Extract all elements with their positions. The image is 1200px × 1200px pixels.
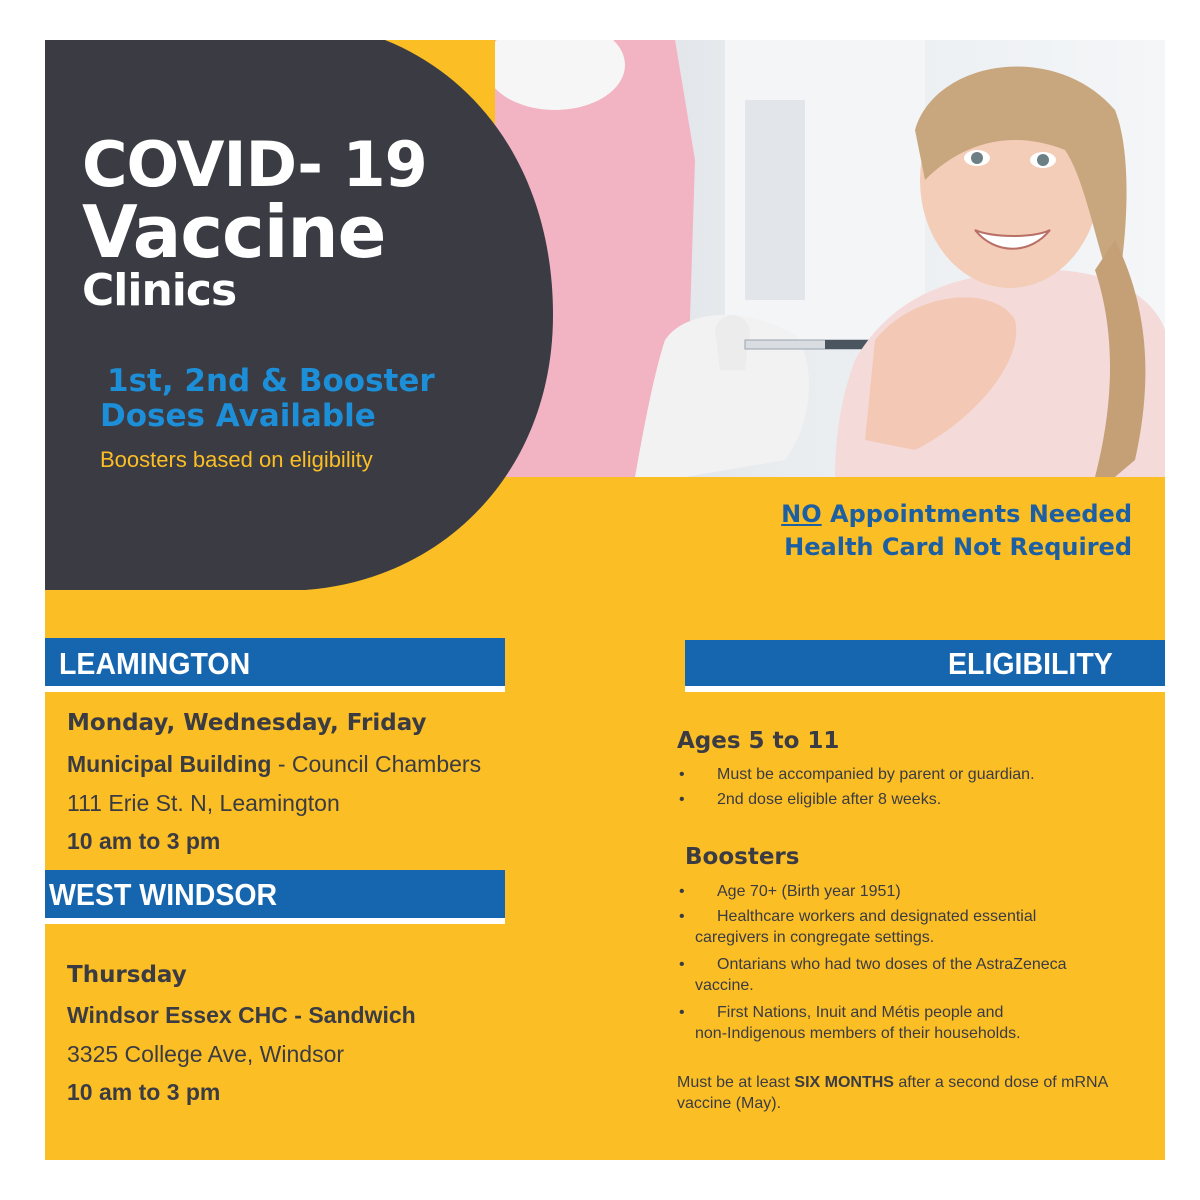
ages-item-1 — [679, 764, 1149, 785]
boosters-note: Boosters based on eligibility — [100, 447, 373, 472]
eligibility-header-bar — [685, 640, 1165, 692]
leamington-heading: LEAMINGTON — [59, 646, 251, 681]
ages-5-11-heading: Ages 5 to 11 — [677, 728, 840, 754]
boosters-item-3 — [679, 954, 1149, 996]
note-post: after a second dose of mRNA vaccine (May). — [677, 1074, 1108, 1112]
ages-item-1-text: Must be accompanied by parent or guardian. — [717, 766, 1035, 783]
bullet-dot-icon: • — [679, 791, 685, 808]
leamington-venue-room: - Council Chambers — [271, 751, 482, 777]
boosters-heading: Boosters — [685, 844, 800, 870]
boosters-item-4 — [679, 1002, 1149, 1044]
no-emphasis: NO — [781, 500, 822, 528]
no-appointments-rest: Appointments Needed — [821, 500, 1132, 528]
note-pre: Must be at least — [677, 1074, 795, 1091]
leamington-days: Monday, Wednesday, Friday — [67, 710, 427, 736]
boosters-item-4-text: First Nations, Inuit and Métis people and — [717, 1004, 1004, 1021]
leamington-venue — [67, 751, 481, 778]
boosters-item-1-text: Age 70+ (Birth year 1951) — [717, 883, 901, 900]
title-line3: Clinics — [82, 265, 237, 316]
west-windsor-days: Thursday — [67, 962, 187, 988]
bullet-dot-icon: • — [679, 883, 685, 900]
ages-item-2 — [679, 789, 1149, 810]
west-windsor-heading: WEST WINDSOR — [49, 877, 278, 912]
west-windsor-venue-name: Windsor Essex CHC - Sandwich — [67, 1002, 416, 1028]
leamington-venue-name: Municipal Building — [67, 751, 272, 777]
title-line2: Vaccine — [82, 190, 386, 274]
boosters-item-2-cont: caregivers in congregate settings. — [695, 929, 935, 946]
child-vaccination-illustration — [495, 40, 1165, 477]
boosters-item-3-cont: vaccine. — [695, 977, 754, 994]
boosters-item-3-text: Ontarians who had two doses of the AstraZeneca — [717, 956, 1067, 973]
eligibility-note — [677, 1072, 1147, 1114]
no-appointments-notice — [781, 500, 1132, 528]
bullet-dot-icon: • — [679, 908, 685, 925]
note-bold: SIX MONTHS — [794, 1074, 894, 1091]
boosters-item-2-text: Healthcare workers and designated essential — [717, 908, 1037, 925]
leamington-address: 111 Erie St. N, Leamington — [67, 790, 340, 816]
west-windsor-hours: 10 am to 3 pm — [67, 1079, 221, 1105]
bullet-dot-icon: • — [679, 1004, 685, 1021]
doses-line2: Doses Available — [100, 398, 376, 434]
bullet-dot-icon: • — [679, 766, 685, 783]
boosters-item-2 — [679, 906, 1149, 948]
vaccination-photo — [495, 40, 1165, 477]
doses-line1: 1st, 2nd & Booster — [107, 363, 435, 399]
west-windsor-address: 3325 College Ave, Windsor — [67, 1041, 345, 1067]
boosters-item-1 — [679, 881, 1149, 902]
leamington-hours: 10 am to 3 pm — [67, 828, 221, 854]
title-line1: COVID- 19 — [82, 128, 427, 201]
eligibility-heading: ELIGIBILITY — [948, 646, 1113, 681]
ages-item-2-text: 2nd dose eligible after 8 weeks. — [717, 791, 942, 808]
bullet-dot-icon: • — [679, 956, 685, 973]
west-windsor-header-bar — [45, 870, 505, 924]
leamington-header-bar — [45, 638, 505, 692]
poster — [45, 40, 1165, 1160]
health-card-notice: Health Card Not Required — [784, 533, 1132, 561]
boosters-item-4-cont: non-Indigenous members of their households. — [695, 1025, 1021, 1042]
west-windsor-venue — [67, 1002, 416, 1029]
